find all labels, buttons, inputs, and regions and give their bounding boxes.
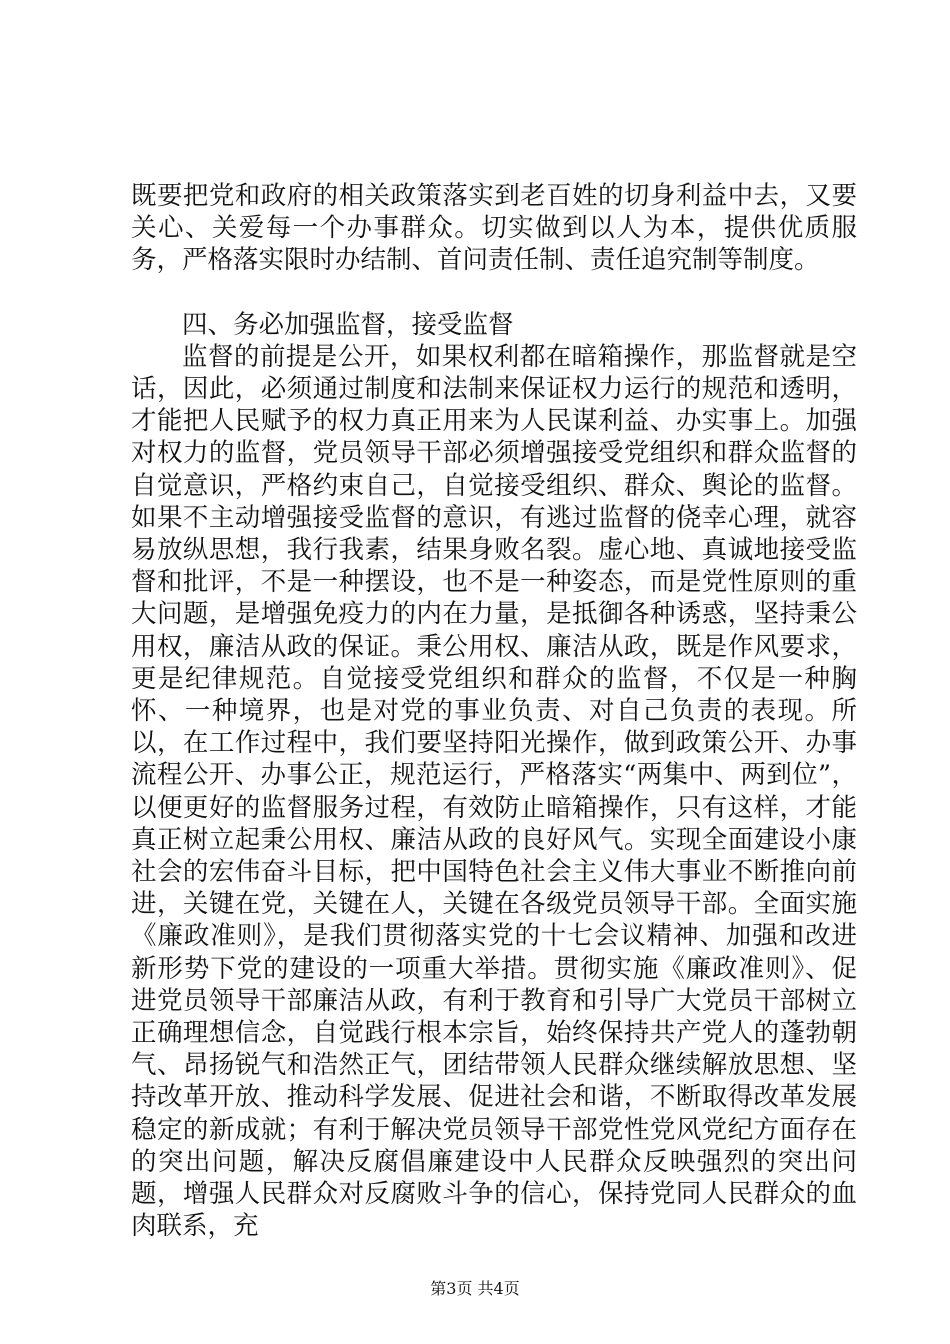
intro-paragraph: 既要把党和政府的相关政策落实到老百姓的切身利益中去，又要关心、关爱每一个办事群众。切实做到以人为本，提供优质服务，严格落实限时办结制、首问责任制、责任追究制等制度。 xyxy=(131,181,857,276)
body-paragraph: 监督的前提是公开，如果权利都在暗箱操作，那监督就是空话，因此，必须通过制度和法制来保证权力运行的规范和透明，才能把人民赋予的权力真正用来为人民谋利益、办实事上。加强对权力的监督，党员领导干部必须增强接受党组织和群众监督的自觉意识，严格约束自己，自觉接受组织、群众、舆论的监督。如果不主动增强接受监督的意识，有逃过监督的侥幸心理，就容易放纵思想，我行我素，结果身败名裂。虚心地、真诚地接受监督和批评，不是一种摆设，也不是一种姿态，而是党性原则的重大问题，是增强免疫力的内在力量，是抵御各种诱惑，坚持秉公用权，廉洁从政的保证。秉公用权、廉洁从政，既是作风要求，更是纪律规范。自觉接受党组织和群众的监督，不仅是一种胸怀、一种境界，也是对党的事业负责、对自己负责的表现。所以，在工作过程中，我们要坚持阳光操作，做到政策公开、办事流程公开、办事公正，规范运行，严格落实“两集中、两到位”，以便更好的监督服务过程，有效防止暗箱操作，只有这样，才能真正树立起秉公用权、廉洁从政的良好风气。实现全面建设小康社会的宏伟奋斗目标，把中国特色社会主义伟大事业不断推向前进，关键在党，关键在人，关键在各级党员领导干部。全面实施《廉政准则》，是我们贯彻落实党的十七会议精神、加强和改进新形势下党的建设的一项重大举措。贯彻实施《廉政准则》、促进党员领导干部廉洁从政，有利于教育和引导广大党员干部树立正确理想信念，自觉践行根本宗旨，始终保持共产党人的蓬勃朝气、昂扬锐气和浩然正气，团结带领人民群众继续解放思想、坚持改革开放、推动科学发展、促进社会和谐，不断取得改革发展稳定的新成就；有利于解决党员领导干部党性党风党纪方面存在的突出问题，解决反腐倡廉建设中人民群众反映强烈的突出问题，增强人民群众对反腐败斗争的信心，保持党同人民群众的血肉联系，充 xyxy=(131,341,857,1242)
document-body xyxy=(131,180,857,1243)
section-heading: 四、务必加强监督，接受监督 xyxy=(182,309,514,340)
page-footer: 第3页 共4页 xyxy=(430,1279,520,1298)
